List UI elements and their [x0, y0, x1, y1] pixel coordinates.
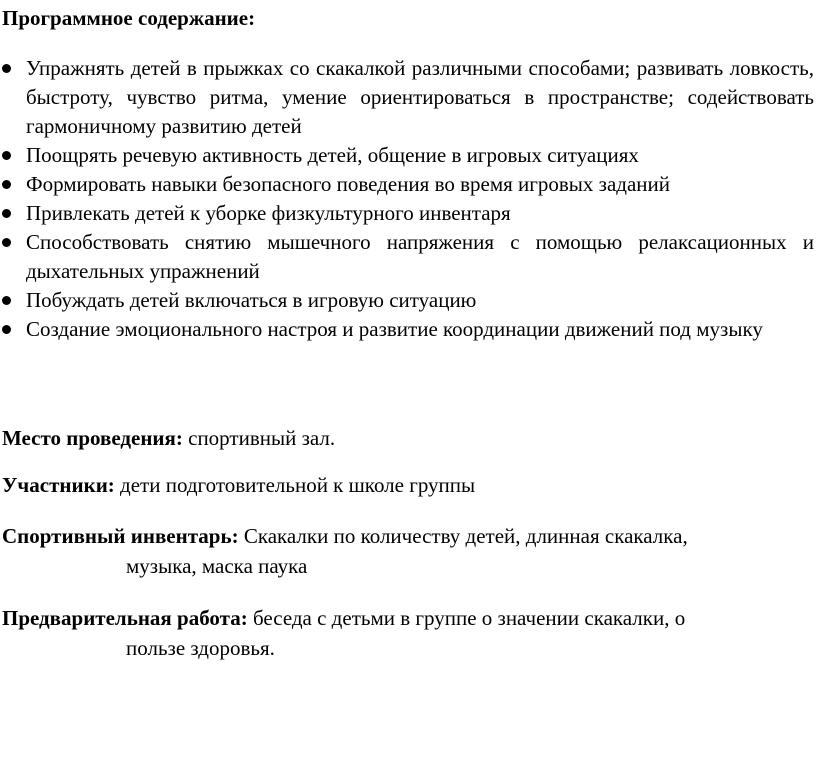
list-item: [0, 228, 814, 286]
participants-value: дети подготовительной к школе группы: [120, 473, 476, 497]
venue-line: [2, 423, 814, 453]
program-list: [0, 54, 814, 344]
program-heading: Программное содержание:: [2, 6, 256, 30]
list-item-text: Формировать навыки безопасного поведения во время игровых заданий: [26, 172, 670, 196]
participants-label: Участники:: [2, 473, 115, 497]
venue-label: Место проведения:: [2, 426, 183, 450]
equipment-value: Скакалки по количеству детей, длинная скакалка,: [243, 524, 688, 548]
list-item-text: Поощрять речевую активность детей, общение в игровых ситуациях: [26, 143, 639, 167]
equipment-value-continued: музыка, маска паука: [126, 554, 308, 578]
participants-line: [2, 470, 814, 500]
preparation-line: [2, 603, 814, 663]
list-item: [0, 315, 814, 344]
bullet-icon: [2, 296, 11, 305]
venue-value: спортивный зал.: [188, 426, 336, 450]
list-item: [0, 199, 814, 228]
bullet-icon: [2, 180, 11, 189]
preparation-label: Предварительная работа:: [2, 606, 248, 630]
list-item-text: Способствовать снятию мышечного напряжения с помощью релаксационных и дыхательных упражнений: [26, 230, 814, 283]
list-item-text: Привлекать детей к уборке физкультурного инвентаря: [26, 201, 511, 225]
bullet-icon: [2, 238, 11, 247]
bullet-icon: [2, 64, 11, 73]
equipment-label: Спортивный инвентарь:: [2, 524, 239, 548]
equipment-line: [2, 521, 814, 581]
list-item: [0, 141, 814, 170]
bullet-icon: [2, 151, 11, 160]
bullet-icon: [2, 325, 11, 334]
preparation-value: беседа с детьми в группе о значении скакалки, о: [252, 606, 686, 630]
list-item: [0, 170, 814, 199]
list-item-text: Создание эмоционального настроя и развитие координации движений под музыку: [26, 317, 763, 341]
list-item: [0, 286, 814, 315]
bullet-icon: [2, 209, 11, 218]
list-item: [0, 54, 814, 141]
list-item-text: Упражнять детей в прыжках со скакалкой различными способами; развивать ловкость, быстроту, чувство ритма, умение ориентироваться в пространстве; содействовать гармоничному развитию детей: [26, 56, 814, 138]
preparation-value-continued: пользе здоровья.: [126, 636, 275, 660]
list-item-text: Побуждать детей включаться в игровую ситуацию: [26, 288, 477, 312]
